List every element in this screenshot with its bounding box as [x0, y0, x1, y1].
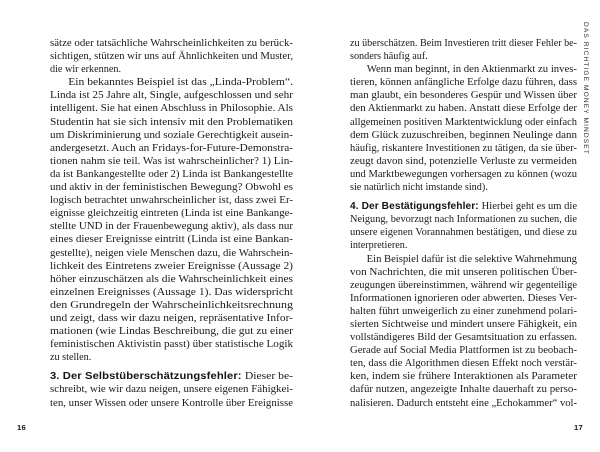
page-number-left: 16	[17, 423, 27, 432]
text-line: Wenn man beginnt, in den Aktienmarkt zu inves-	[366, 64, 577, 76]
text-line: zu überschätzen. Beim Investieren tritt dieser Fehler be-	[350, 38, 578, 49]
text-line: ten, dass die Algorithmen diesen Effekt noch verstär-	[350, 358, 577, 370]
text-line: halten führt unweigerlich zu einer zunehmend polari-	[350, 305, 578, 317]
text-line: gestellte), neigen viele Menschen dazu, die Wahrschein-	[50, 247, 293, 259]
text-line: zeugt davon sind, potenzielle Verluste zu vermeiden	[350, 155, 577, 167]
text-line: mationen (wie Lindas Beschreibung, die gut zu einer	[50, 326, 293, 338]
page-left-text-block	[50, 37, 293, 410]
text-line: Ein Beispiel dafür ist die selektive Wahrnehmung	[366, 253, 577, 265]
text-line: und zeigt, dass wir dazu neigen, repräsentative Infor-	[50, 312, 293, 324]
text-line: ken, indem sie frühere Interaktionen als Parameter	[350, 371, 578, 383]
text-line: zu stellen.	[50, 352, 92, 364]
text-line: tieren, können anfängliche Erfolge dazu führen, dass	[350, 77, 578, 89]
text-line: um Diskriminierung und soziale Gerechtigkeit ausein-	[50, 129, 293, 141]
heading-paragraph	[50, 370, 293, 409]
text-line: ten, unser Wissen oder unsere Kontrolle über Ereignisse	[50, 397, 294, 409]
text-line: sätze oder tatsächliche Wahrscheinlichkeiten zu berück-	[50, 38, 294, 49]
text-line: intelligent. Sie hat einen Abschluss in Philosophie. Als	[50, 103, 293, 115]
text-line: häufig, riskantere Investitionen zu tätigen, da sie über-	[350, 142, 578, 154]
text-line: feministischen Aktivistin passt) über statistische Logik	[50, 339, 294, 351]
text-line: 3. Der Selbstüberschätzungsfehler: Dieser be-	[50, 371, 293, 383]
text-line: den Grundregeln der Wahrscheinlichkeitsrechnung	[50, 299, 294, 311]
running-header-vertical: DAS RICHTIGE MONEY MINDSET	[582, 22, 589, 155]
text-line: logisch betrachtet unwahrscheinlicher ist, dass zwei Er-	[50, 195, 294, 207]
text-line: von Nachrichten, die mit unseren politischen Über-	[350, 266, 578, 278]
text-line: Gerade auf Social Media Plattformen ist zu beobach-	[350, 345, 578, 357]
text-line: da ist Bankangestellte oder 2) Linda ist Bankangestellte	[50, 168, 293, 180]
text-line: 4. Der Bestätigungsfehler: Hierbei geht es um die	[350, 201, 578, 213]
body-paragraph	[350, 253, 577, 410]
page-right-text-block	[350, 37, 577, 410]
text-line: die wir erkennen.	[50, 64, 121, 76]
text-line: Linda ist 25 Jahre alt, Single, aufgeschlossen und sehr	[50, 90, 293, 102]
text-line: interpretieren.	[350, 240, 408, 252]
text-line: sonders häufig auf.	[350, 51, 428, 63]
text-line: einzelnen Ereignisses (Aussage 1). Das widerspricht	[50, 286, 294, 298]
text-line: Neigung, bevorzugt nach Informationen zu suchen, die	[350, 214, 577, 226]
body-paragraph	[350, 63, 577, 194]
text-line: schreibt, wie wir dazu neigen, unsere eigenen Fähigkei-	[50, 384, 293, 396]
section-heading: 4. Der Bestätigungsfehler:	[350, 201, 482, 213]
text-line: sierten Sichtweise und mindert unsere Fähigkeit, ein	[350, 318, 578, 330]
text-line: tionen nahm sie teil. Was ist wahrscheinlicher? 1) Lin-	[50, 155, 293, 167]
body-paragraph	[50, 76, 293, 364]
text-line: den Aktienmarkt zu haben. Anstatt diese Erfolge der	[350, 103, 578, 115]
text-line: zeugungen übereinstimmen, während wir gegenteilige	[350, 279, 577, 291]
text-line: vollständigeres Bild der Gesamtsituation zu erfassen.	[350, 332, 577, 344]
text-line: sichtigen, stützen wir uns auf Ähnlichkeiten und Muster,	[50, 51, 294, 63]
section-heading: 3. Der Selbstüberschätzungsfehler:	[50, 371, 245, 383]
heading-paragraph	[350, 200, 577, 252]
text-line: man glaubt, ein besonderes Gespür und Wissen über	[350, 90, 577, 102]
text-line: Ein bekanntes Beispiel ist das „Linda-Problem“.	[68, 77, 294, 89]
text-line: höher einzuschätzen als die Wahrscheinlichkeit eines	[50, 273, 294, 285]
text-line: Informationen ignorieren oder abwerten. Dieses Ver-	[350, 292, 578, 304]
text-line: dem Glück zuzuschreiben, beginnen Neulinge dann	[350, 129, 578, 141]
text-line: und Marktbewegungen vorhersagen zu können (wozu	[350, 168, 577, 180]
page-number-right: 17	[573, 423, 583, 432]
text-line: unsere eigenen Vorannahmen bestätigen, und diese zu	[350, 227, 578, 239]
text-line: stellte UND in der Frauenbewegung aktiv), als dass nur	[50, 221, 294, 233]
text-line: eines dieser Ereignisse eintritt (Linda ist eine Bankan-	[50, 234, 294, 246]
body-paragraph	[50, 37, 293, 76]
text-line: sie natürlich nicht imstande sind).	[350, 182, 488, 194]
text-line: lichkeit des Eintretens zweier Ereignisse (Aussage 2)	[50, 260, 293, 272]
text-line: dafür nutzen, angezeigte Inhalte dauerhaft zu perso-	[350, 384, 578, 396]
text-line: allgemeinen positiven Marktentwicklung oder einfach	[350, 116, 578, 128]
text-line: nalisieren. Dadurch entsteht eine „Echokammer“ vol-	[350, 397, 578, 409]
text-line: Studentin hat sie sich intensiv mit den Problematiken	[50, 116, 294, 128]
body-paragraph	[350, 37, 577, 63]
text-line: und aktiv in der feministischen Bewegung? Obwohl es	[50, 182, 293, 194]
text-line: andergesetzt. Auch an Fridays-for-Future-Demonstra-	[50, 142, 294, 154]
text-line: eignisse gleichzeitig eintreten (Linda ist eine Bankange-	[50, 208, 294, 220]
